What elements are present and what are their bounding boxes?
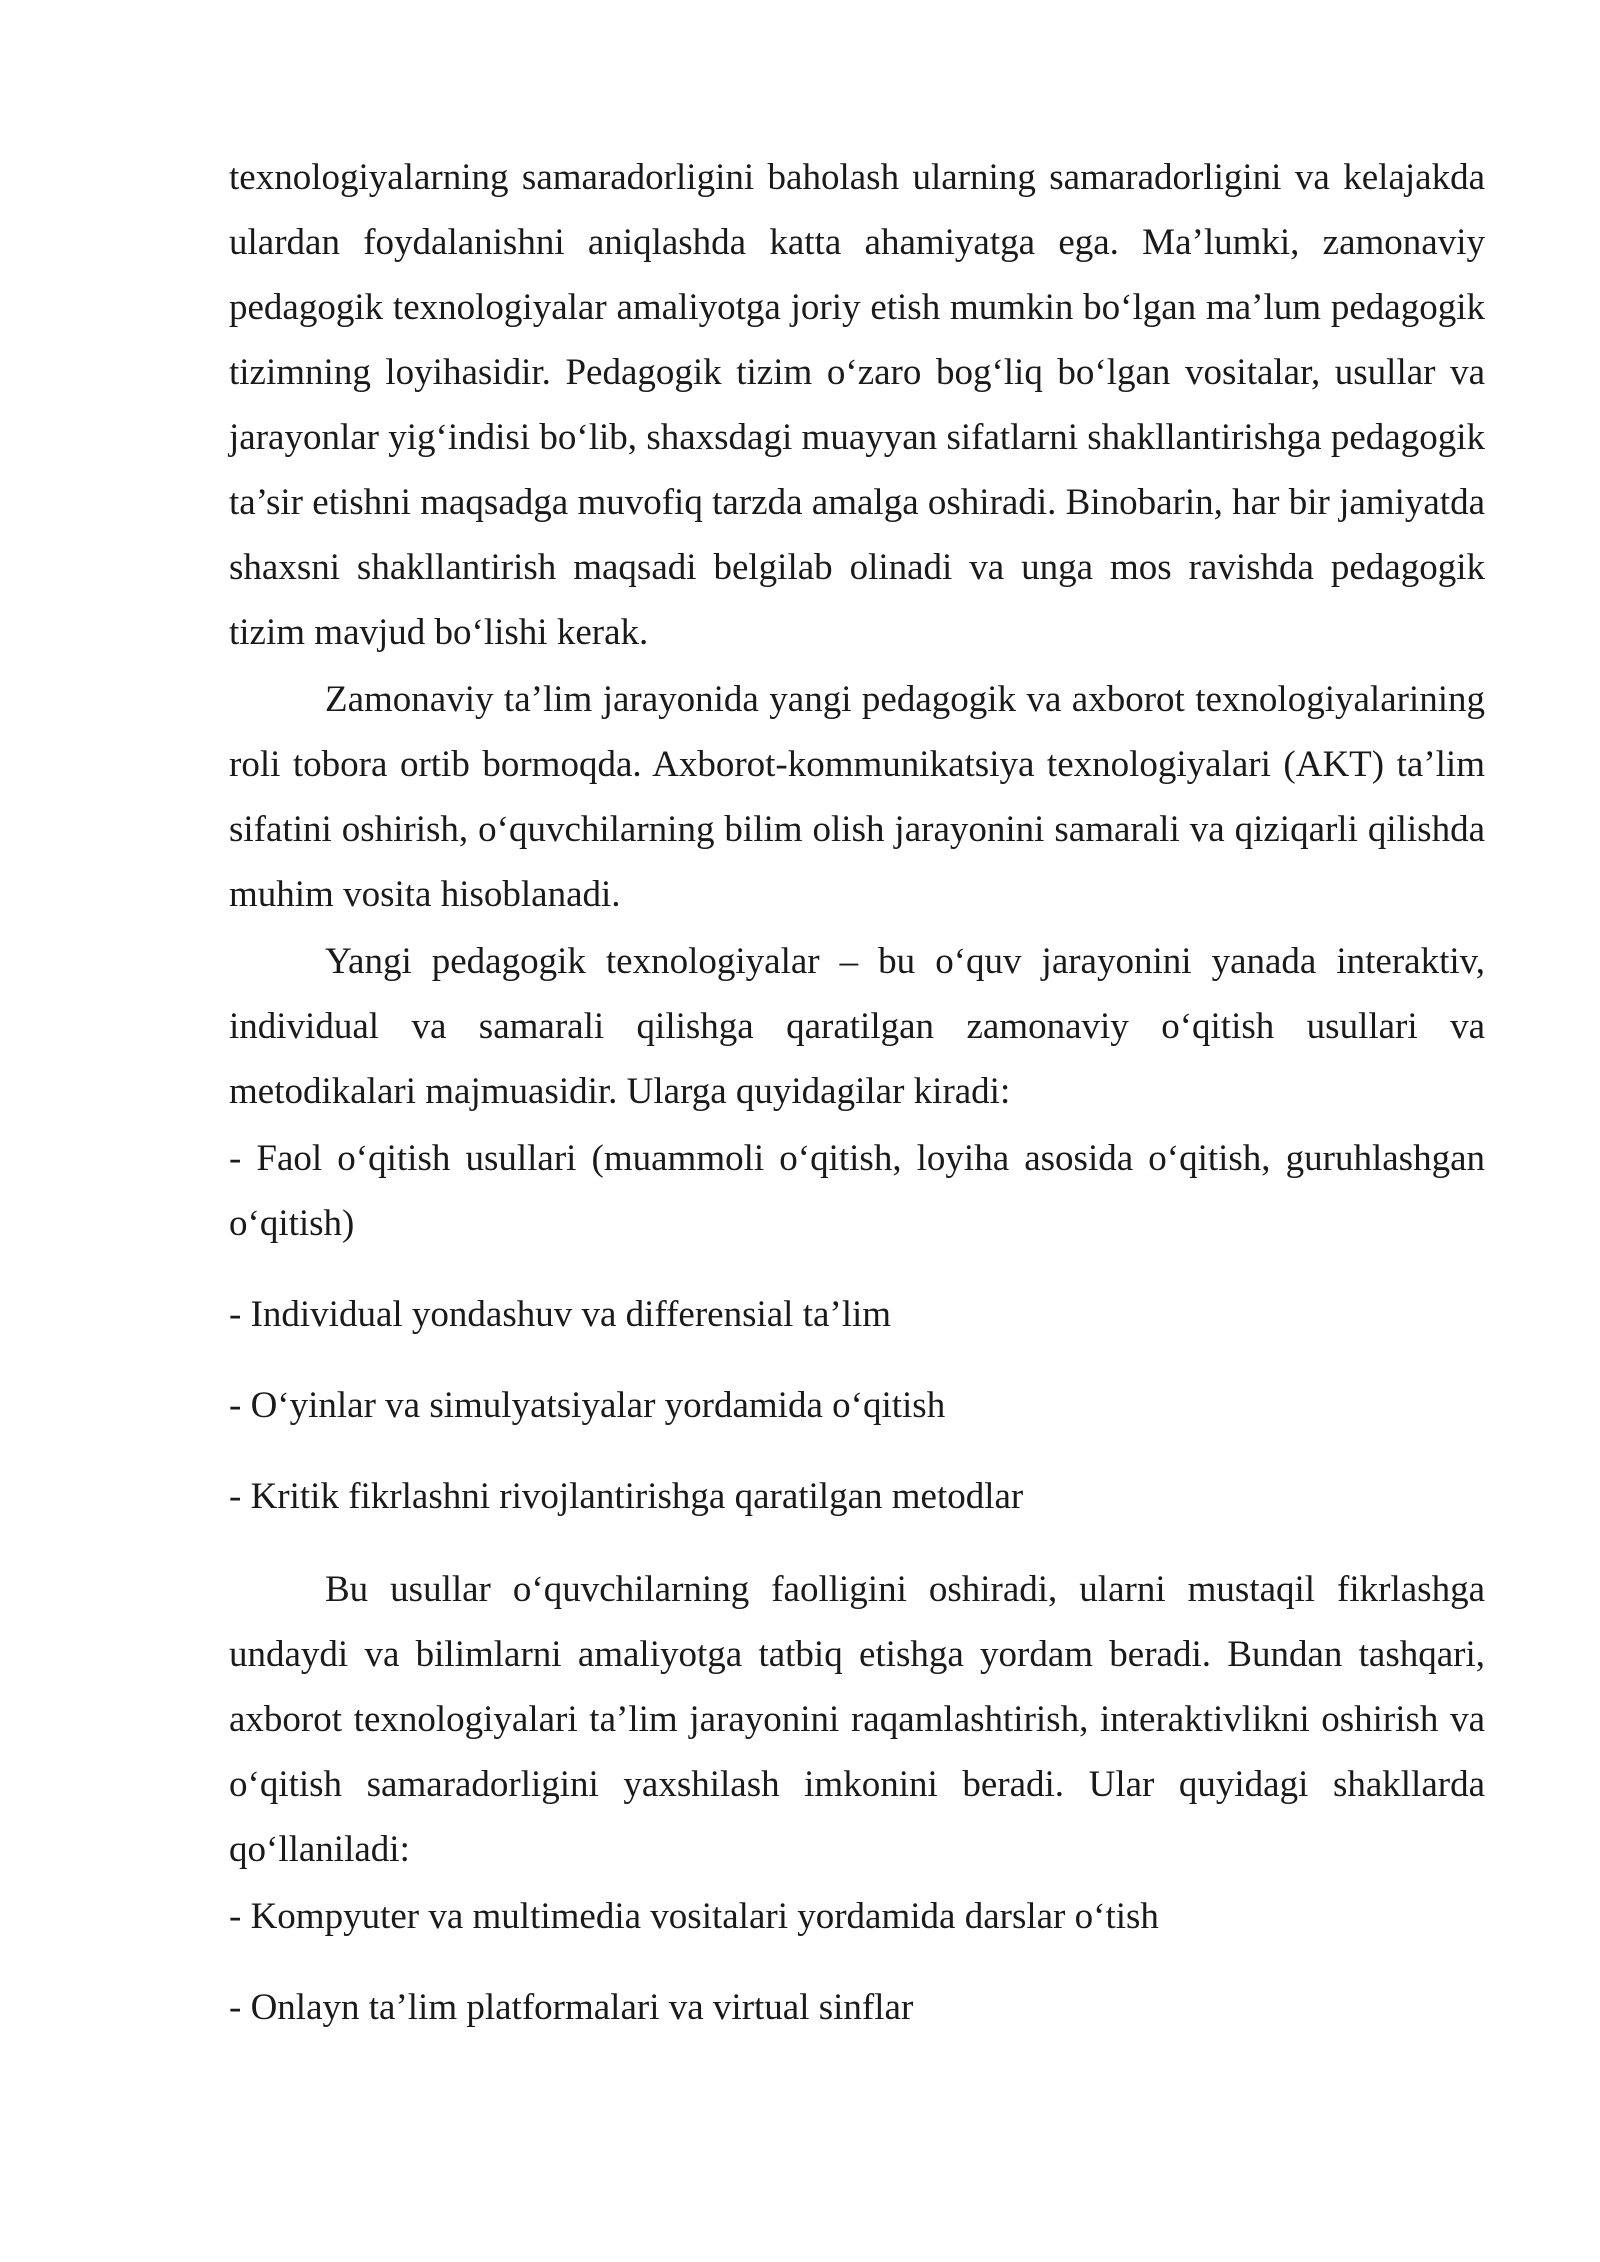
list-item: - Onlayn ta’lim platformalari va virtual sinflar [229, 1987, 914, 2028]
paragraph-1: texnologiyalarning samaradorligini baholash ularning samaradorligini va kelajakda ulardan foydalanishni aniqlashda katta ahamiyatga ega. Ma’lumki, zamonaviy pedagogik texnologiyalar amaliyotga joriy etish mumkin bo‘lgan ma’lum pedagogik tizimning loyihasidir. Pedagogik tizim o‘zaro bog‘liq bo‘lgan vositalar, usullar va jarayonlar yig‘indisi bo‘lib, shaxsdagi muayyan sifatlarni shakllantirishga pedagogik ta’sir etishni maqsadga muvofiq tarzda amalga oshiradi. Binobarin, har bir jamiyatda shaxsni shakllantirish maqsadi belgilab olinadi va unga mos ravishda pedagogik tizim mavjud bo‘lishi kerak. [229, 157, 1485, 653]
paragraph-3: Yangi pedagogik texnologiyalar – bu o‘quv jarayonini yanada interaktiv, individual va samarali qilishga qaratilgan zamonaviy o‘qitish usullari va metodikalari majmuasidir. Ularga quyidagilar kiradi: [229, 941, 1485, 1112]
list-item: - Individual yondashuv va differensial ta’lim [229, 1294, 892, 1335]
list-item: - Faol o‘qitish usullari (muammoli o‘qitish, loyiha asosida o‘qitish, guruhlashgan o‘qitish) [229, 1138, 1485, 1244]
list-item: - Kritik fikrlashni rivojlantirishga qaratilgan metodlar [229, 1476, 1024, 1517]
document-body [229, 145, 1485, 2040]
list-item: - Kompyuter va multimedia vositalari yordamida darslar o‘tish [229, 1896, 1159, 1937]
paragraph-4: Bu usullar o‘quvchilarning faolligini oshiradi, ularni mustaqil fikrlashga undaydi va bilimlarni amaliyotga tatbiq etishga yordam beradi. Bundan tashqari, axborot texnologiyalari ta’lim jarayonini raqamlashtirish, interaktivlikni oshirish va o‘qitish samaradorligini yaxshilash imkonini beradi. Ular quyidagi shakllarda qo‘llaniladi: [229, 1569, 1485, 1870]
list-item: - O‘yinlar va simulyatsiyalar yordamida o‘qitish [229, 1385, 946, 1426]
paragraph-2: Zamonaviy ta’lim jarayonida yangi pedagogik va axborot texnologiyalarining roli tobora ortib bormoqda. Axborot-kommunikatsiya texnologiyalari (AKT) ta’lim sifatini oshirish, o‘quvchilarning bilim olish jarayonini samarali va qiziqarli qilishda muhim vosita hisoblanadi. [229, 679, 1485, 915]
